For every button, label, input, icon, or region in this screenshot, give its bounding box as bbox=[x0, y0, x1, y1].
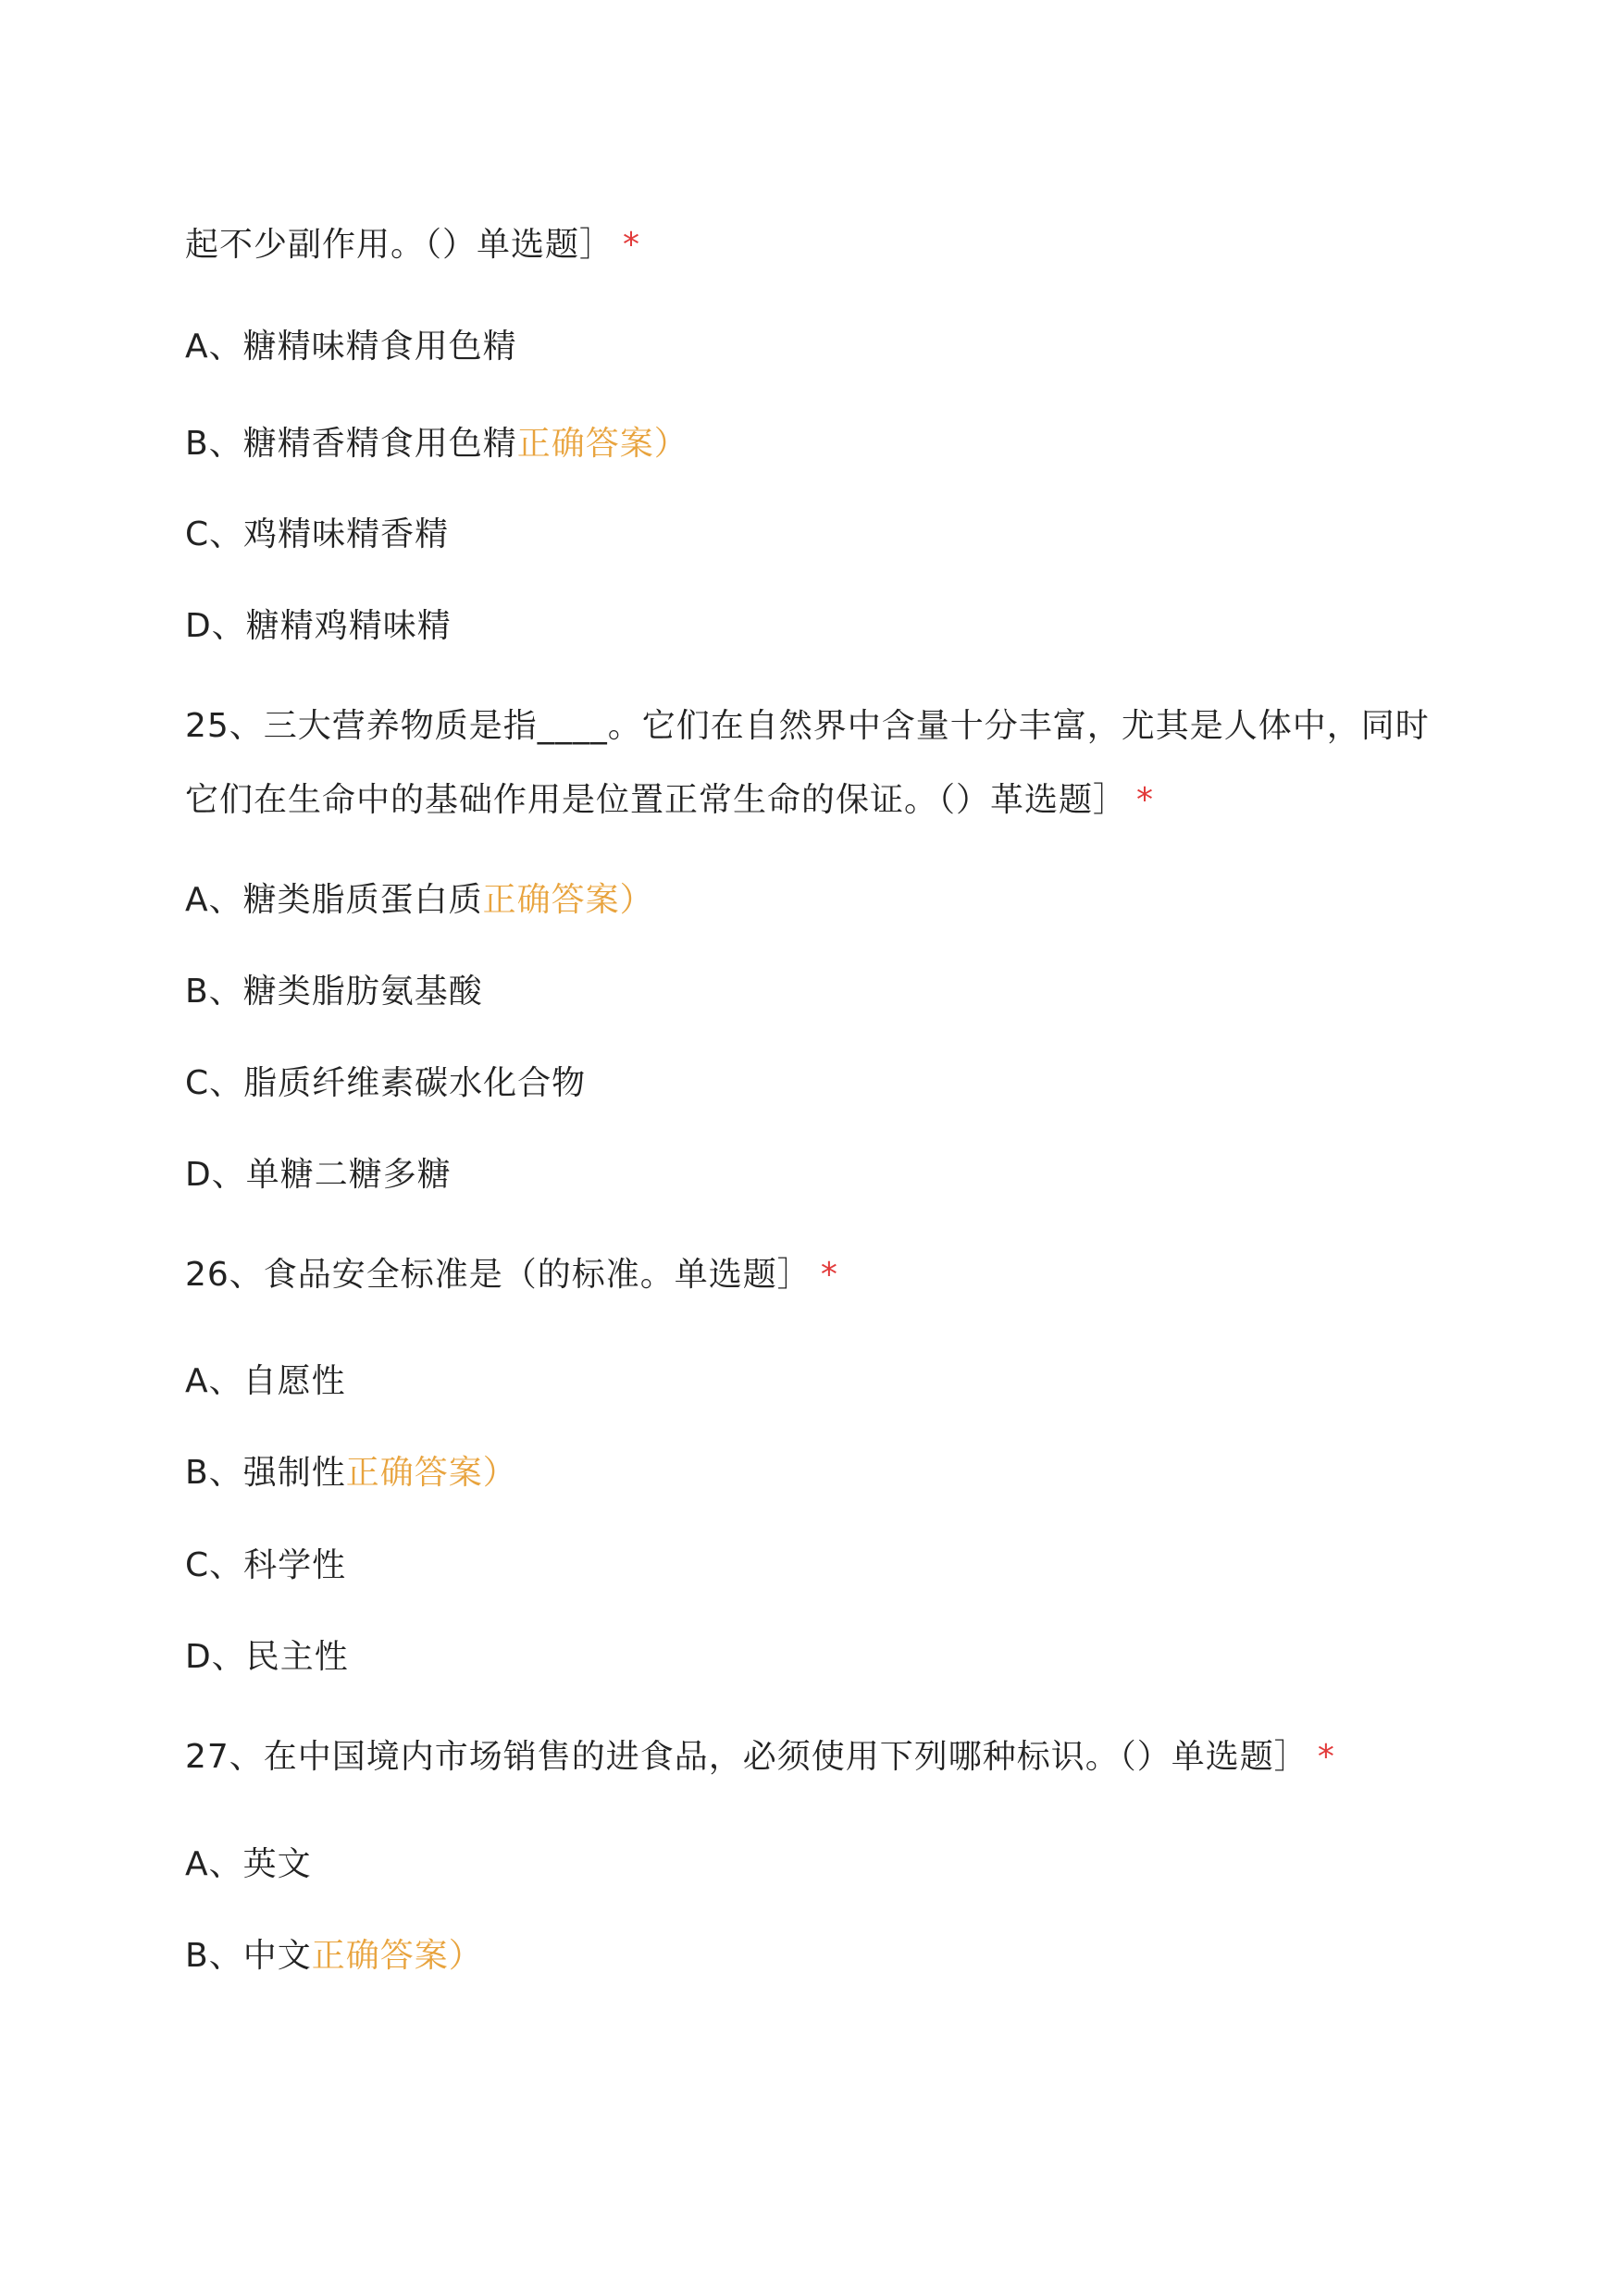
question-24-option-c bbox=[185, 512, 449, 558]
correct-answer-tag: 正确答案） bbox=[345, 1454, 517, 1492]
question-27-option-a bbox=[185, 1842, 312, 1888]
option-text: B、糖类脂肪氨基酸 bbox=[185, 973, 483, 1011]
question-stem-text: 26、食品安全标准是（的标准。单选题］ bbox=[185, 1256, 812, 1294]
option-text: C、科学性 bbox=[185, 1546, 347, 1584]
question-stem-text: 它们在生命中的基础作用是位置正常生命的保证。（）革选题］ bbox=[185, 781, 1128, 819]
question-24-stem bbox=[185, 222, 640, 268]
correct-answer-tag: 正确答案） bbox=[311, 1937, 483, 1975]
question-24-option-d bbox=[185, 603, 452, 650]
question-25-option-d bbox=[185, 1152, 452, 1198]
required-star: * bbox=[1317, 1738, 1335, 1776]
required-star: * bbox=[1136, 781, 1155, 819]
question-25-option-a bbox=[185, 877, 654, 924]
correct-answer-tag: 正确答案） bbox=[482, 881, 654, 919]
question-27-option-b bbox=[185, 1933, 483, 1979]
option-text: D、单糖二糖多糖 bbox=[185, 1156, 452, 1194]
option-text: A、自愿性 bbox=[185, 1362, 346, 1400]
option-text: A、糖类脂质蛋白质 bbox=[185, 881, 483, 919]
option-text: A、英文 bbox=[185, 1845, 312, 1883]
question-25-stem-line-2 bbox=[185, 777, 1154, 824]
option-text: C、鸡精味精香精 bbox=[185, 515, 450, 553]
question-26-stem bbox=[185, 1252, 838, 1298]
question-25-option-c bbox=[185, 1061, 586, 1107]
option-text: B、糖精香精食用色精 bbox=[185, 425, 517, 463]
question-stem-text: 25、三大营养物质是指____。它们在自然界中含量十分丰富，尤其是人体中，同时 bbox=[185, 707, 1430, 745]
question-27-stem bbox=[185, 1734, 1335, 1780]
question-26-option-b bbox=[185, 1450, 517, 1496]
question-26-option-a bbox=[185, 1358, 346, 1405]
option-text: B、强制性 bbox=[185, 1454, 346, 1492]
question-26-option-d bbox=[185, 1634, 349, 1681]
question-stem-text: 27、在中国境内市场销售的进食品，必须使用下列哪种标识。（）单选题］ bbox=[185, 1738, 1308, 1776]
question-24-option-b bbox=[185, 421, 688, 467]
option-text: D、糖精鸡精味精 bbox=[185, 607, 452, 645]
option-text: C、脂质纤维素碳水化合物 bbox=[185, 1064, 587, 1102]
option-text: B、中文 bbox=[185, 1937, 312, 1975]
question-24-option-a bbox=[185, 324, 517, 370]
question-25-stem-line-1 bbox=[185, 703, 1430, 750]
question-25-option-b bbox=[185, 969, 483, 1015]
option-text: D、民主性 bbox=[185, 1638, 349, 1676]
question-stem-text: 起不少副作用。（）单选题］ bbox=[185, 226, 614, 264]
question-26-option-c bbox=[185, 1543, 346, 1589]
option-text: A、糖精味精食用色精 bbox=[185, 328, 517, 366]
required-star: * bbox=[820, 1256, 838, 1294]
required-star: * bbox=[623, 226, 641, 264]
correct-answer-tag: 正确答案） bbox=[516, 425, 688, 463]
